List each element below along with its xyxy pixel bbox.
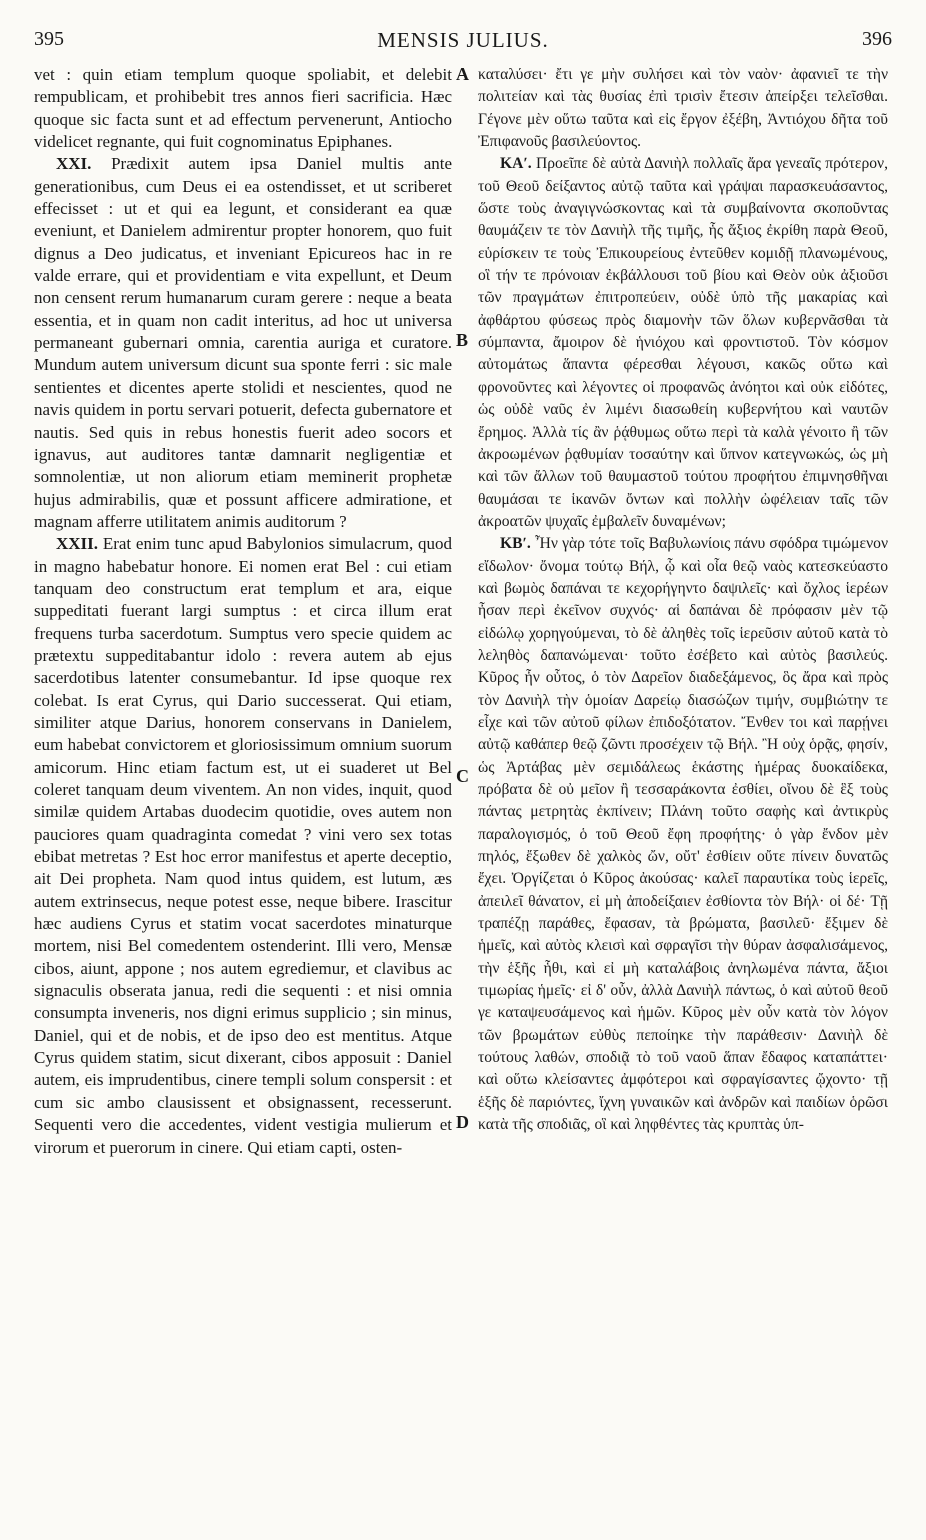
latin-column <box>34 64 452 1519</box>
latin-paragraph <box>34 64 452 153</box>
greek-paragraph-text: Προεῖπε δὲ αὐτὰ Δανιὴλ πολλαῖς ἄρα γενεαῖς πρότερον, τοῦ Θεοῦ δείξαντος αὐτῷ ταῦτα καὶ γράψαι παρασκευάσαντος, ὥστε τοὺς ἀναγιγνώσκοντας καὶ τὰ συμβαίνοντα σκοποῦντας θαυμάζειν τε τὸν Δανιὴλ τῆς τιμῆς, ἧς ἄξιος ἐκρίθη παρὰ Θεοῦ, εὑρίσκειν τε τοὺς Ἐπικουρείους ἐντεῦθεν κομιδῇ πλανωμένους, οἳ τήν τε πρόνοιαν ἐκβάλλουσι τοῦ βίου καὶ Θεὸν οὐκ ἀξιοῦσι τῶν πραγμάτων ἐπιτροπεύειν, οὐδὲ ὑπὸ τῆς μακαρίας καὶ ἀφθάρτου φύσεως πρὸς διαμονὴν τῶν ὅλων κυβερνᾶσθαι τὰ σύμπαντα, ἄμοιρον δὲ ἡνιόχου καὶ φροντιστοῦ. Τὸν κόσμον αὐτομάτως ἅπαντα φέρεσθαι λέγουσι, κακῶς οὕτω καὶ φρονοῦντες καὶ λέγοντες οἱ προφανῶς ἀνόητοι καὶ οὐκ εἰδότες, ὡς οὐδὲ ναῦς ἐν λιμένι διασωθείη κυβερνήτου καὶ ναυτῶν ἔρημος. Ἀλλὰ τίς ἂν ῥᾴθυμως οὕτω περὶ τὰ καλὰ γένοιτο ἢ τῶν ἀκροωμένων ῥᾳθυμίαν τοσαύτην καὶ ὕπνον κατεγνωκώς, ὡς μὴ καὶ τῶν ἄλλων τοῦ θαυμαστοῦ τούτου προφήτου ἐπιμνησθῆναι θαυμάσαι τε ἱκανῶν ὄντων καὶ πολλὴν ὠφέλειαν ταῖς τῶν ἀκροατῶν ψυχαῖς ἐμβαλεῖν δυναμένων; <box>478 155 888 530</box>
running-title: MENSIS JULIUS. <box>377 28 549 52</box>
greek-paragraph <box>478 64 888 153</box>
margin-letter-a: A <box>456 64 469 84</box>
margin-letter-b: B <box>456 330 469 350</box>
greek-paragraph-text: Ἦν γὰρ τότε τοῖς Βαβυλωνίοις πάνυ σφόδρα τιμώμενον εἴδωλον· ὄνομα τούτῳ Βήλ, ᾧ καὶ οἷα θεῷ ναὸς κατεσκεύαστο καὶ βωμὸς δαπάναι τε κεχορήγηντο δαψιλεῖς· καὶ ὄχλος ἱερέων ἦσαν περὶ ἐκεῖνον συχνός· αἱ δαπάναι δὲ πρόφασιν μὲν τῷ εἰδώλῳ χορηγούμεναι, τὸ δὲ ἀληθὲς τοῖς ἱερεῦσιν αὐτοῦ κατὰ τὸ λεληθὸς δαπανώμεναι· τοῦτο ἐσέβετο καὶ αὐτὸς βασιλεύς. Κῦρος ἦν οὗτος, ὁ τὸν Δαρεῖον διαδεξάμενος, ὃς ἄρα καὶ πρὸς τὸν Δανιὴλ τὴν ὁμοίαν Δαρείῳ διασώζων τιμήν, συμβιώτην τε εἶχε καὶ τῶν αὐτοῦ φίλων ἐπιδοξότατον. Ἔνθεν τοι καὶ παρῄνει αὐτῷ καθάπερ θεῷ ζῶντι προσέχειν τῷ Βήλ. Ἢ οὐχ ὁρᾷς, φησίν, ὡς Ἀρτάβας μὲν σεμιδάλεως ἑκάστης ἡμέρας δυοκαίδεκα, πρόβατα δὲ οὐ μεῖον ἢ τεσσαράκοντα ἐσθίει, οἴνου δὲ ἓξ τοὺς πάντας μετρητὰς ἐκπίνειν; Πλάνη τοῦτο σαφὴς καὶ ἀντικρὺς παραλογισμός, ὁ τοῦ Θεοῦ ἔφη προφήτης· ὁ γὰρ ἔνδον μὲν πηλός, ἔξωθεν δὲ χαλκὸς ὤν, οὔτ' ἐσθίειν οὔτε πίνειν δυνατῶς ἔχει. Ὀργίζεται ὁ Κῦρος ἀκούσας· καλεῖ παραυτίκα τοὺς ἱερεῖς, ἀπειλεῖ θάνατον, εἰ μὴ ἀποδείξαιεν ἐσθίοντα τὸν Βήλ· οἱ δέ· Τῇ τραπέζῃ παράθες, ἔφασαν, τὰ βρώματα, βασιλεῦ· ἔξιμεν δὲ ἡμεῖς, καὶ αὐτὸς κλεισὶ καὶ σφραγῖσι τὴν θύραν ἀσφαλισάμενος, τὴν ἑξῆς ἧθι, καὶ εἰ μὴ καταλάβοις ἀνηλωμένα πάντα, ἄξιοι τιμωρίας ἡμεῖς· εἰ δ' οὖν, ἀλλὰ Δανιὴλ πάντως, ὁ καὶ αὐτοῦ θεοῦ γε καταψευσάμενος καὶ ἡμῶν. Κῦρος μὲν οὖν κατὰ τὸν λόγον τῶν βρωμάτων εὐθὺς πεποίηκε τὴν παράθεσιν· Δανιὴλ δὲ τούτους λαθών, σποδιᾷ τὸ τοῦ ναοῦ ἅπαν ἔδαφος καταπάττει· καὶ οὕτω κλείσαντες ἀμφότεροι καὶ σφραγίσαντες ᾤχοντο· τῇ ἑξῆς δὲ παριόντες, ἴχνη γυναικῶν καὶ ἀνδρῶν καὶ παιδίων ὁρῶσι κατὰ τῆς σποδιᾶς, οἳ καὶ ληφθέντες τὰς κρυπτὰς ὑπ- <box>478 535 888 1134</box>
greek-paragraph <box>478 153 888 533</box>
section-number: ΚΑʹ. <box>500 155 532 173</box>
section-number: XXII. <box>56 534 99 554</box>
margin-letter-c: C <box>456 766 469 786</box>
latin-paragraph-text: Prædixit autem ipsa Daniel multis ante generationibus, cum Deus ei ea ostendisset, et ut scriberet effecisset : ut et qui ea legunt, et considerant ea quæ eveniunt, et Danielem admirentur propter honorem, quo fuit dignus a Deo judicatus, et inveniant Epicureos hac in re valde errare, qui et providentiam e vita expellunt, et Deum non censent rerum humanarum curam gerere : neque a beata essentia, et in quam non cadit interitus, ad hoc ut universa permaneant gubernari omnia, carentia auriga et curatore. Mundum autem universum dicunt sua sponte ferri : sic male sentientes et dicentes aperte stolidi et nescientes, quod ne navis quidem in portu servari potuerit, defecta gubernatore et nautis. Sed quis in rebus honestis fuerit adeo socors et ignavus, aut auditores tantæ damnarit negligentiæ et somnolentiæ, ut non aliorum etiam meminerit prophetæ hujus admirabilis, quæ et possunt afficere admiratione, et magnam afferre utilitatem animis auditorum ? <box>34 154 452 531</box>
page-number-left: 395 <box>34 28 64 50</box>
latin-paragraph <box>34 533 452 1159</box>
page-number-right: 396 <box>862 28 892 50</box>
latin-paragraph-text: Erat enim tunc apud Babylonios simulacrum, quod in magno habebatur honore. Ei nomen erat Bel : cui etiam tanquam deo constructum erat templum et ara, eique suppeditati fuerant largi sumptus : et circa illum erat frequens turba sacerdotum. Sumptus vero specie quidem ac prætextu suppeditabantur idolo : revera autem ab ejus sacerdotibus latenter consumebantur. Id ipse quoque rex colebat. Is erat Cyrus, qui Dario successerat. Qui etiam, similiter atque Darius, honorem conservans in Danielem, eum habebat convictorem et gloriosissimum omnium suorum amicorum. Hinc etiam factum est, ut ei suaderet ut Bel coleret tanquam deum viventem. An non vides, inquit, quod similæ quidem Artabas duodecim quotidie, oves autem non pauciores quam quadraginta comedat ? vini vero sex totas ebibat metretas ? Est hoc error manifestus et aperte deceptio, ait Dei propheta. Nam quod intus quidem, est lutum, æs autem extrinsecus, neque potest esse, neque bibere. Irascitur hæc audiens Cyrus et statim vocat sacerdotes minaturque mortem, nisi Bel comedentem ostenderint. Illi vero, Mensæ cibos, aiunt, appone ; nos autem egrediemur, et clavibus ac signaculis obserata janua, redi die sequenti : et nisi omnia consumpta inveneris, nos digni erimus supplicio ; sin minus, Daniel, qui et de nobis, et de ipso deo est mentitus. Atque Cyrus quidem statim, sicut dixerant, cibos apposuit : Daniel autem, eis imprudentibus, cinere templi solum conspersit : et cum sic ambo clausissent et obsignassent, recesserunt. Sequenti vero die accedentes, vident vestigia mulierum et virorum et puerorum in cinere. Qui etiam capti, osten- <box>34 534 452 1157</box>
margin-letter-d: D <box>456 1112 469 1132</box>
greek-column <box>478 64 888 1519</box>
greek-paragraph <box>478 533 888 1136</box>
greek-paragraph-text: καταλύσει· ἔτι γε μὴν συλήσει καὶ τὸν ναὸν· ἀφανιεῖ τε τὴν πολιτείαν καὶ τὰς θυσίας ἐπὶ τρισὶν ἔτεσιν ἀπείρξει τελεῖσθαι. Γέγονε μὲν οὕτω ταῦτα καὶ εἰς ἔργον ἐξέβη, Ἀντιόχου δῆτα τοῦ Ἐπιφανοῦς βασιλεύοντος. <box>478 66 888 151</box>
latin-paragraph-text: vet : quin etiam templum quoque spoliabit, et delebit rempublicam, et prohibebit tres annos fieri sacrificia. Hæc quoque sic facta sunt et ad effectum pervenerunt, Antiocho videlicet regnante, qui fuit cognominatus Epiphanes. <box>34 65 452 152</box>
section-number: XXI. <box>56 154 92 174</box>
section-number: ΚΒʹ. <box>500 535 531 553</box>
page-header <box>34 28 892 62</box>
latin-paragraph <box>34 153 452 533</box>
